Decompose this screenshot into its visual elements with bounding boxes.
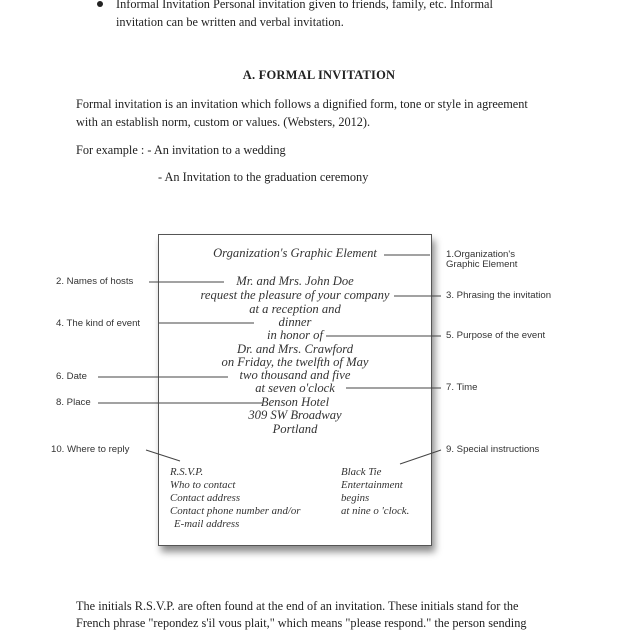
card-hosts: Mr. and Mrs. John Doe [236,274,354,288]
label-time: 7. Time [446,382,478,393]
card-day: on Friday, the twelfth of May [221,355,369,369]
card-rsvp-phone: Contact phone number and/or [170,505,301,517]
card-honorees: Dr. and Mrs. Crawford [236,342,354,356]
card-rsvp-email: E-mail address [174,518,240,530]
leader-9 [400,450,441,464]
label-kind-of-event: 4. The kind of event [56,318,141,329]
bullet-text-line1: Informal Invitation Personal invitation given to friends, family, etc. Informal [116,0,493,11]
card-city: Portland [272,422,318,436]
definition-line1: Formal invitation is an invitation which follows a dignified form, tone or style in agreement [76,97,528,111]
card-dinner: dinner [278,315,312,329]
footer-line1: The initials R.S.V.P. are often found at the end of an invitation. These initials stand for the [76,599,519,613]
label-1-line1: 1.Organization's [446,249,516,260]
example-line1: For example : - An invitation to a wedding [76,143,286,157]
label-special-instructions: 9. Special instructions [446,444,540,455]
card-time: at seven o'clock [255,381,335,395]
label-1-line2: Graphic Element [446,259,518,270]
bullet-text-line2: invitation can be written and verbal invitation. [116,15,344,29]
card-entertainment: Entertainment [341,479,403,491]
card-request: request the pleasure of your company [200,288,390,302]
section-heading: A. FORMAL INVITATION [242,68,396,82]
label-date: 6. Date [56,371,87,382]
card-rsvp: R.S.V.P. [170,466,204,478]
leader-10 [146,450,180,461]
card-begin-time: at nine o 'clock. [341,505,410,517]
card-honor: in honor of [267,328,323,342]
label-hosts: 2. Names of hosts [56,276,134,287]
label-where-to-reply: 10. Where to reply [51,444,130,455]
card-begins: begins [341,492,370,504]
label-place: 8. Place [56,397,91,408]
card-org-element: Organization's Graphic Element [213,246,377,260]
footer-line2: French phrase "repondez s'il vous plait," which means "please respond." the person sending [76,616,527,630]
label-purpose: 5. Purpose of the event [446,330,546,341]
card-year: two thousand and five [239,368,351,382]
card-attire: Black Tie [341,466,382,478]
card-rsvp-contact: Who to contact [170,479,236,491]
card-venue: Benson Hotel [260,395,330,409]
example-line2: - An Invitation to the graduation ceremony [158,170,369,184]
card-rsvp-address: Contact address [170,492,241,504]
card-reception: at a reception and [249,302,341,316]
card-street: 309 SW Broadway [248,408,342,422]
label-organization [446,250,517,270]
label-phrasing: 3. Phrasing the invitation [446,290,552,301]
definition-line2: with an establish norm, custom or values. (Websters, 2012). [76,115,371,129]
